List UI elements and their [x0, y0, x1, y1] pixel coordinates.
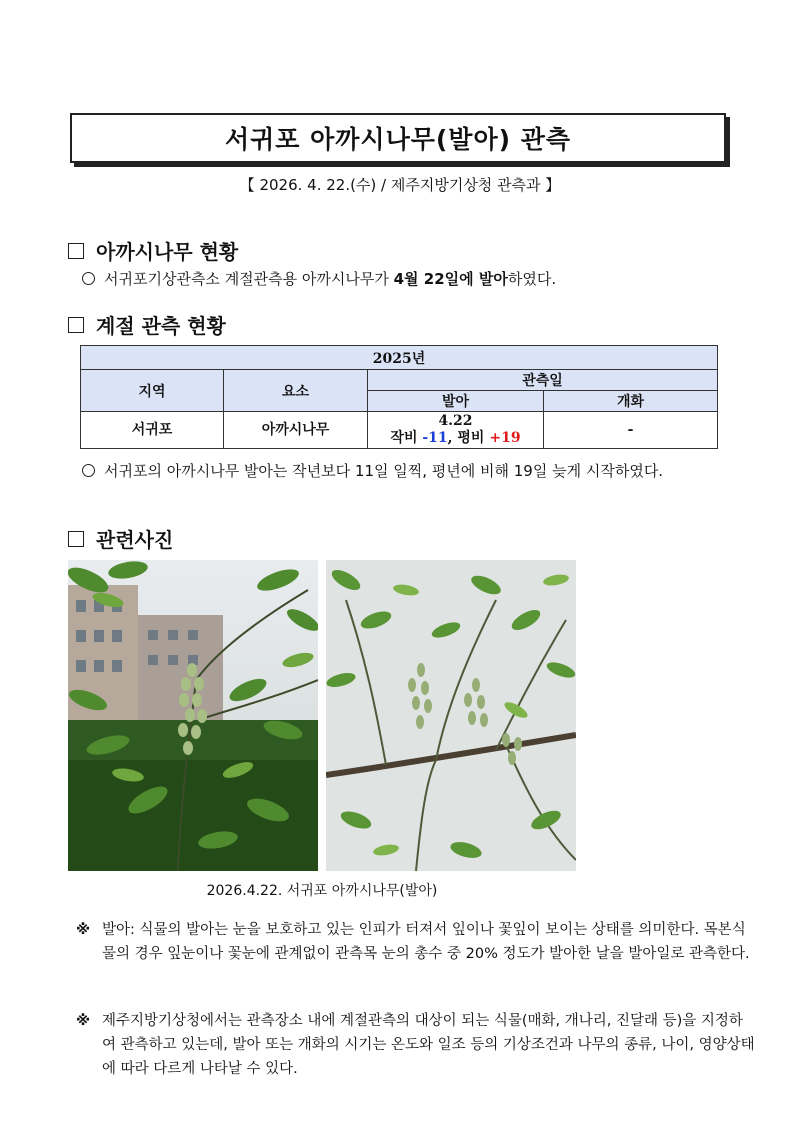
- col-element-header: 요소: [224, 370, 368, 412]
- cell-budding: [368, 412, 544, 449]
- col-region-header: 지역: [81, 370, 224, 412]
- table-row: [81, 412, 718, 449]
- observation-table: [80, 345, 718, 449]
- budding-comparison: 작비 -11, 평비 +19: [390, 430, 521, 446]
- cell-flowering: -: [544, 412, 718, 449]
- cell-element: 아까시나무: [224, 412, 368, 449]
- col-obs-date-header: 관측일: [368, 370, 718, 391]
- reference-mark-icon: ※: [76, 1013, 91, 1029]
- table-year-header: 2025년: [81, 346, 718, 370]
- page-title-box: [70, 113, 726, 163]
- reference-mark-icon: ※: [76, 922, 91, 938]
- section-heading-photos: 관련사진: [68, 524, 173, 553]
- normal-year-diff: +19: [489, 430, 521, 446]
- status-bullet: 서귀포기상관측소 계절관측용 아까시나무가 4월 22일에 발아하였다.: [82, 268, 754, 291]
- photo-caption: 2026.4.22. 서귀포 아까시나무(발아): [206, 883, 438, 899]
- season-bullet: 서귀포의 아까시나무 발아는 작년보다 11일 일찍, 평년에 비해 19일 늦게 시작하였다.: [82, 460, 754, 483]
- page-title: 서귀포 아까시나무(발아) 관측: [224, 125, 572, 154]
- circle-bullet-icon: [82, 464, 95, 477]
- prev-year-diff: -11: [422, 430, 448, 446]
- photo-acacia-budding-1: [68, 560, 318, 871]
- note-budding-definition: ※ 발아: 식물의 발아는 눈을 보호하고 있는 인피가 터져서 잎이나 꽃잎이 보이는 상태를 의미한다. 목본식물의 경우 잎눈이나 꽃눈에 관계없이 관측목 눈의 총수 중 20% 정도가 발아한 날을 발아일로 관측한다.: [76, 918, 756, 966]
- note-observation-info: ※ 제주지방기상청에서는 관측장소 내에 계절관측의 대상이 되는 식물(매화, 개나리, 진달래 등)을 지정하여 관측하고 있는데, 발아 또는 개화의 시기는 온도와 일조 등의 기상조건과 나무의 종류, 나이, 영양상태에 따라 다르게 나타날 수 있다.: [76, 1009, 756, 1081]
- budding-date: 4.22: [438, 413, 473, 429]
- circle-bullet-icon: [82, 272, 95, 285]
- section-heading-status: 아까시나무 현황: [68, 236, 238, 265]
- col-budding-header: 발아: [368, 391, 544, 412]
- square-bullet-icon: [68, 317, 84, 333]
- page-subtitle: 【 2026. 4. 22.(수) / 제주지방기상청 관측과 】: [239, 176, 561, 194]
- photo-acacia-budding-2: [326, 560, 576, 871]
- section-heading-season: 계절 관측 현황: [68, 310, 226, 339]
- square-bullet-icon: [68, 243, 84, 259]
- col-flowering-header: 개화: [544, 391, 718, 412]
- cell-region: 서귀포: [81, 412, 224, 449]
- square-bullet-icon: [68, 531, 84, 547]
